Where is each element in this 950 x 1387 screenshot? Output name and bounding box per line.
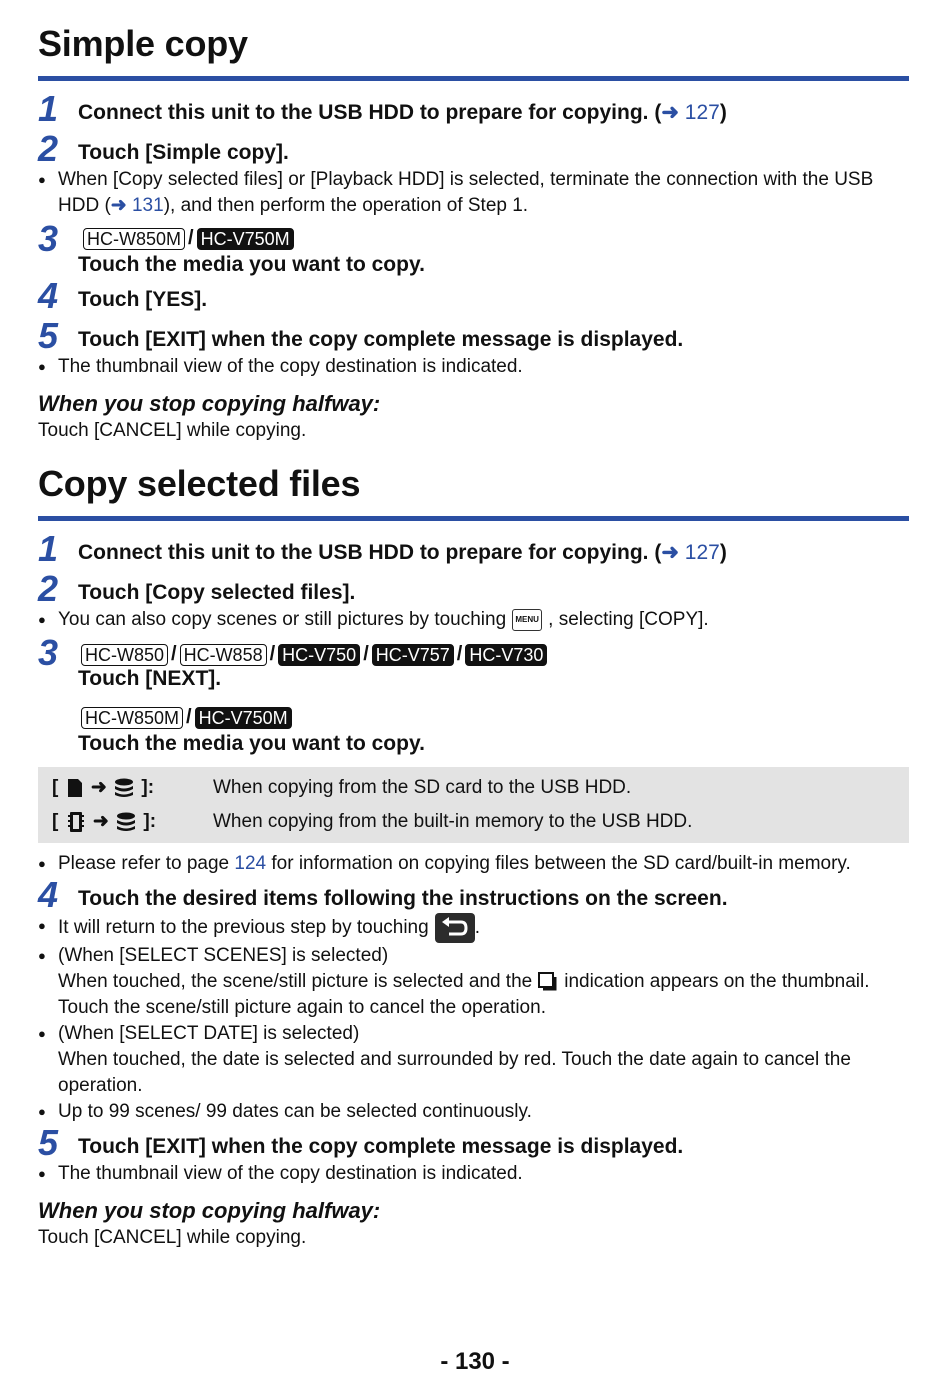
- step-text: Touch [EXIT] when the copy complete message is displayed.: [78, 328, 684, 351]
- step-number: 4: [38, 874, 59, 915]
- step-number: 5: [38, 315, 59, 356]
- step-text: Touch [YES].: [78, 288, 208, 311]
- slash: /: [456, 643, 463, 665]
- step-number: 2: [38, 568, 59, 609]
- bullet-text-pre: You can also copy scenes or still pictures by touching: [58, 609, 507, 630]
- model-tags: [78, 643, 547, 666]
- slash: /: [269, 643, 276, 665]
- bullet-item: [38, 943, 909, 1021]
- step-5: [38, 315, 909, 356]
- step-4: [38, 275, 909, 316]
- bullet-text-pre: Please refer to page: [58, 853, 235, 874]
- row-text: When copying from the SD card to the USB HDD.: [213, 777, 632, 798]
- step-text: Touch the media you want to copy.: [78, 253, 425, 276]
- step-text: Touch the desired items following the instructions on the screen.: [78, 887, 728, 910]
- bullet-line: When touched, the date is selected and surrounded by red. Touch the date again to cancel the operation.: [58, 1049, 851, 1096]
- section-copy-selected-files: [38, 463, 909, 1251]
- row-label: [52, 771, 213, 805]
- row-label: [52, 805, 213, 839]
- copy-direction-table: [38, 767, 909, 843]
- hdd-icon: [116, 812, 136, 832]
- paragraph: Touch [CANCEL] while copying.: [38, 420, 307, 441]
- bullet-text-pre: When touched, the scene/still picture is selected and the: [58, 971, 533, 992]
- model-tag: HC-V750M: [195, 707, 292, 729]
- bullet-item: ● The thumbnail view of the copy destination is indicated.: [38, 1161, 909, 1187]
- bullet-line: ● (When [SELECT SCENES] is selected): [58, 945, 389, 966]
- bullet-item: [38, 913, 909, 943]
- slash: /: [186, 706, 192, 728]
- paragraph: Touch [CANCEL] while copying.: [38, 1227, 307, 1248]
- step-text: Touch [EXIT] when the copy complete message is displayed.: [78, 1135, 684, 1158]
- bullet-item: [38, 1021, 909, 1099]
- bullet-text-post: indication appears on the thumbnail. Touch the scene/still picture again to cancel the operation.: [58, 971, 870, 1018]
- step-2: [38, 128, 909, 169]
- menu-icon: MENU: [512, 609, 542, 631]
- sd-card-icon: [68, 779, 82, 797]
- step-number: 3: [38, 632, 59, 673]
- step-text-post: ): [719, 101, 727, 124]
- bullet-text-post: , selecting [COPY].: [548, 609, 709, 630]
- bracket: ]:: [143, 811, 157, 832]
- table-row: [52, 805, 909, 839]
- step-text: Touch [NEXT].: [78, 667, 222, 690]
- section-rule: [38, 76, 909, 81]
- bullet-item: [38, 851, 909, 877]
- step-number: 1: [38, 88, 59, 129]
- step-number: 2: [38, 128, 59, 169]
- slash: /: [363, 643, 369, 665]
- bullet-item: ● Up to 99 scenes/ 99 dates can be selected continuously.: [38, 1099, 909, 1125]
- step-text-pre: Connect this unit to the USB HDD to prepare for copying. (: [78, 101, 662, 124]
- model-tag: HC-V730: [465, 644, 547, 666]
- model-tags: [78, 706, 547, 729]
- arrow-icon: ➜: [661, 101, 679, 124]
- step-text: Touch the media you want to copy.: [78, 732, 425, 755]
- step-3: [38, 632, 909, 757]
- bullet-text-post: ), and then perform the operation of Step 1.: [163, 195, 529, 216]
- row-text: When copying from the built-in memory to the USB HDD.: [213, 811, 693, 832]
- page-link[interactable]: 131: [131, 195, 164, 216]
- page-link[interactable]: 127: [684, 541, 720, 564]
- step-text: [78, 91, 727, 126]
- step-5: [38, 1122, 909, 1163]
- bullet-item: [38, 167, 909, 219]
- bullet-item: ● The thumbnail view of the copy destination is indicated.: [38, 354, 909, 380]
- subheading: When you stop copying halfway:: [38, 1198, 381, 1223]
- arrow-icon: ➜: [92, 811, 109, 832]
- step-number: 4: [38, 275, 59, 316]
- page-link[interactable]: 127: [684, 101, 720, 124]
- model-tag: HC-W858: [180, 644, 267, 666]
- section-title: Copy selected files: [38, 463, 361, 504]
- slash: /: [188, 227, 194, 249]
- step-text-post: ): [719, 541, 727, 564]
- step-text-pre: Connect this unit to the USB HDD to prepare for copying. (: [78, 541, 662, 564]
- table-row: [52, 771, 909, 805]
- bracket: [: [52, 811, 59, 832]
- step-number: 3: [38, 218, 59, 259]
- subheading: When you stop copying halfway:: [38, 391, 381, 416]
- arrow-icon: ➜: [110, 195, 127, 216]
- model-tag: HC-W850M: [81, 707, 183, 729]
- bullet-text-post: for information on copying files between the SD card/built-in memory.: [266, 853, 851, 874]
- bracket: [: [52, 777, 59, 798]
- model-tags: [78, 227, 425, 250]
- bullet-line: ● (When [SELECT DATE] is selected): [58, 1023, 360, 1044]
- model-tag: HC-V750: [278, 644, 360, 666]
- section-title: Simple copy: [38, 23, 248, 64]
- built-in-memory-icon: [68, 812, 84, 832]
- step-text: Touch [Copy selected files].: [78, 581, 356, 604]
- step-2: [38, 568, 909, 609]
- return-icon: [435, 913, 475, 943]
- model-tag: HC-W850M: [83, 228, 185, 250]
- model-tag: HC-V750M: [197, 228, 294, 250]
- slash: /: [171, 643, 177, 665]
- hdd-icon: [114, 778, 134, 798]
- step-4: [38, 874, 909, 915]
- section-simple-copy: [38, 23, 909, 444]
- bullet-item: [38, 607, 909, 633]
- step-3: [38, 218, 909, 278]
- bracket: ]:: [141, 777, 155, 798]
- bullet-text-pre: When [Copy selected files] or [Playback HDD] is selected, terminate the connection with the USB HDD (: [58, 169, 874, 216]
- step-1: [38, 88, 909, 129]
- step-number: 5: [38, 1122, 59, 1163]
- step-text: [78, 531, 727, 566]
- page-number: - 130 -: [440, 1348, 510, 1375]
- model-tag: HC-W850: [81, 644, 168, 666]
- bullet-text-pre: It will return to the previous step by touching: [58, 917, 429, 939]
- arrow-icon: ➜: [661, 541, 679, 564]
- page-link[interactable]: 124: [234, 853, 267, 874]
- selected-check-icon: [538, 972, 558, 992]
- step-1: [38, 528, 909, 569]
- model-tag: HC-V757: [372, 644, 454, 666]
- section-rule: [38, 516, 909, 521]
- step-text: Touch [Simple copy].: [78, 141, 289, 164]
- arrow-icon: ➜: [90, 777, 107, 798]
- bullet-line: [58, 969, 909, 1021]
- step-number: 1: [38, 528, 59, 569]
- bullet-text-post: .: [474, 917, 480, 939]
